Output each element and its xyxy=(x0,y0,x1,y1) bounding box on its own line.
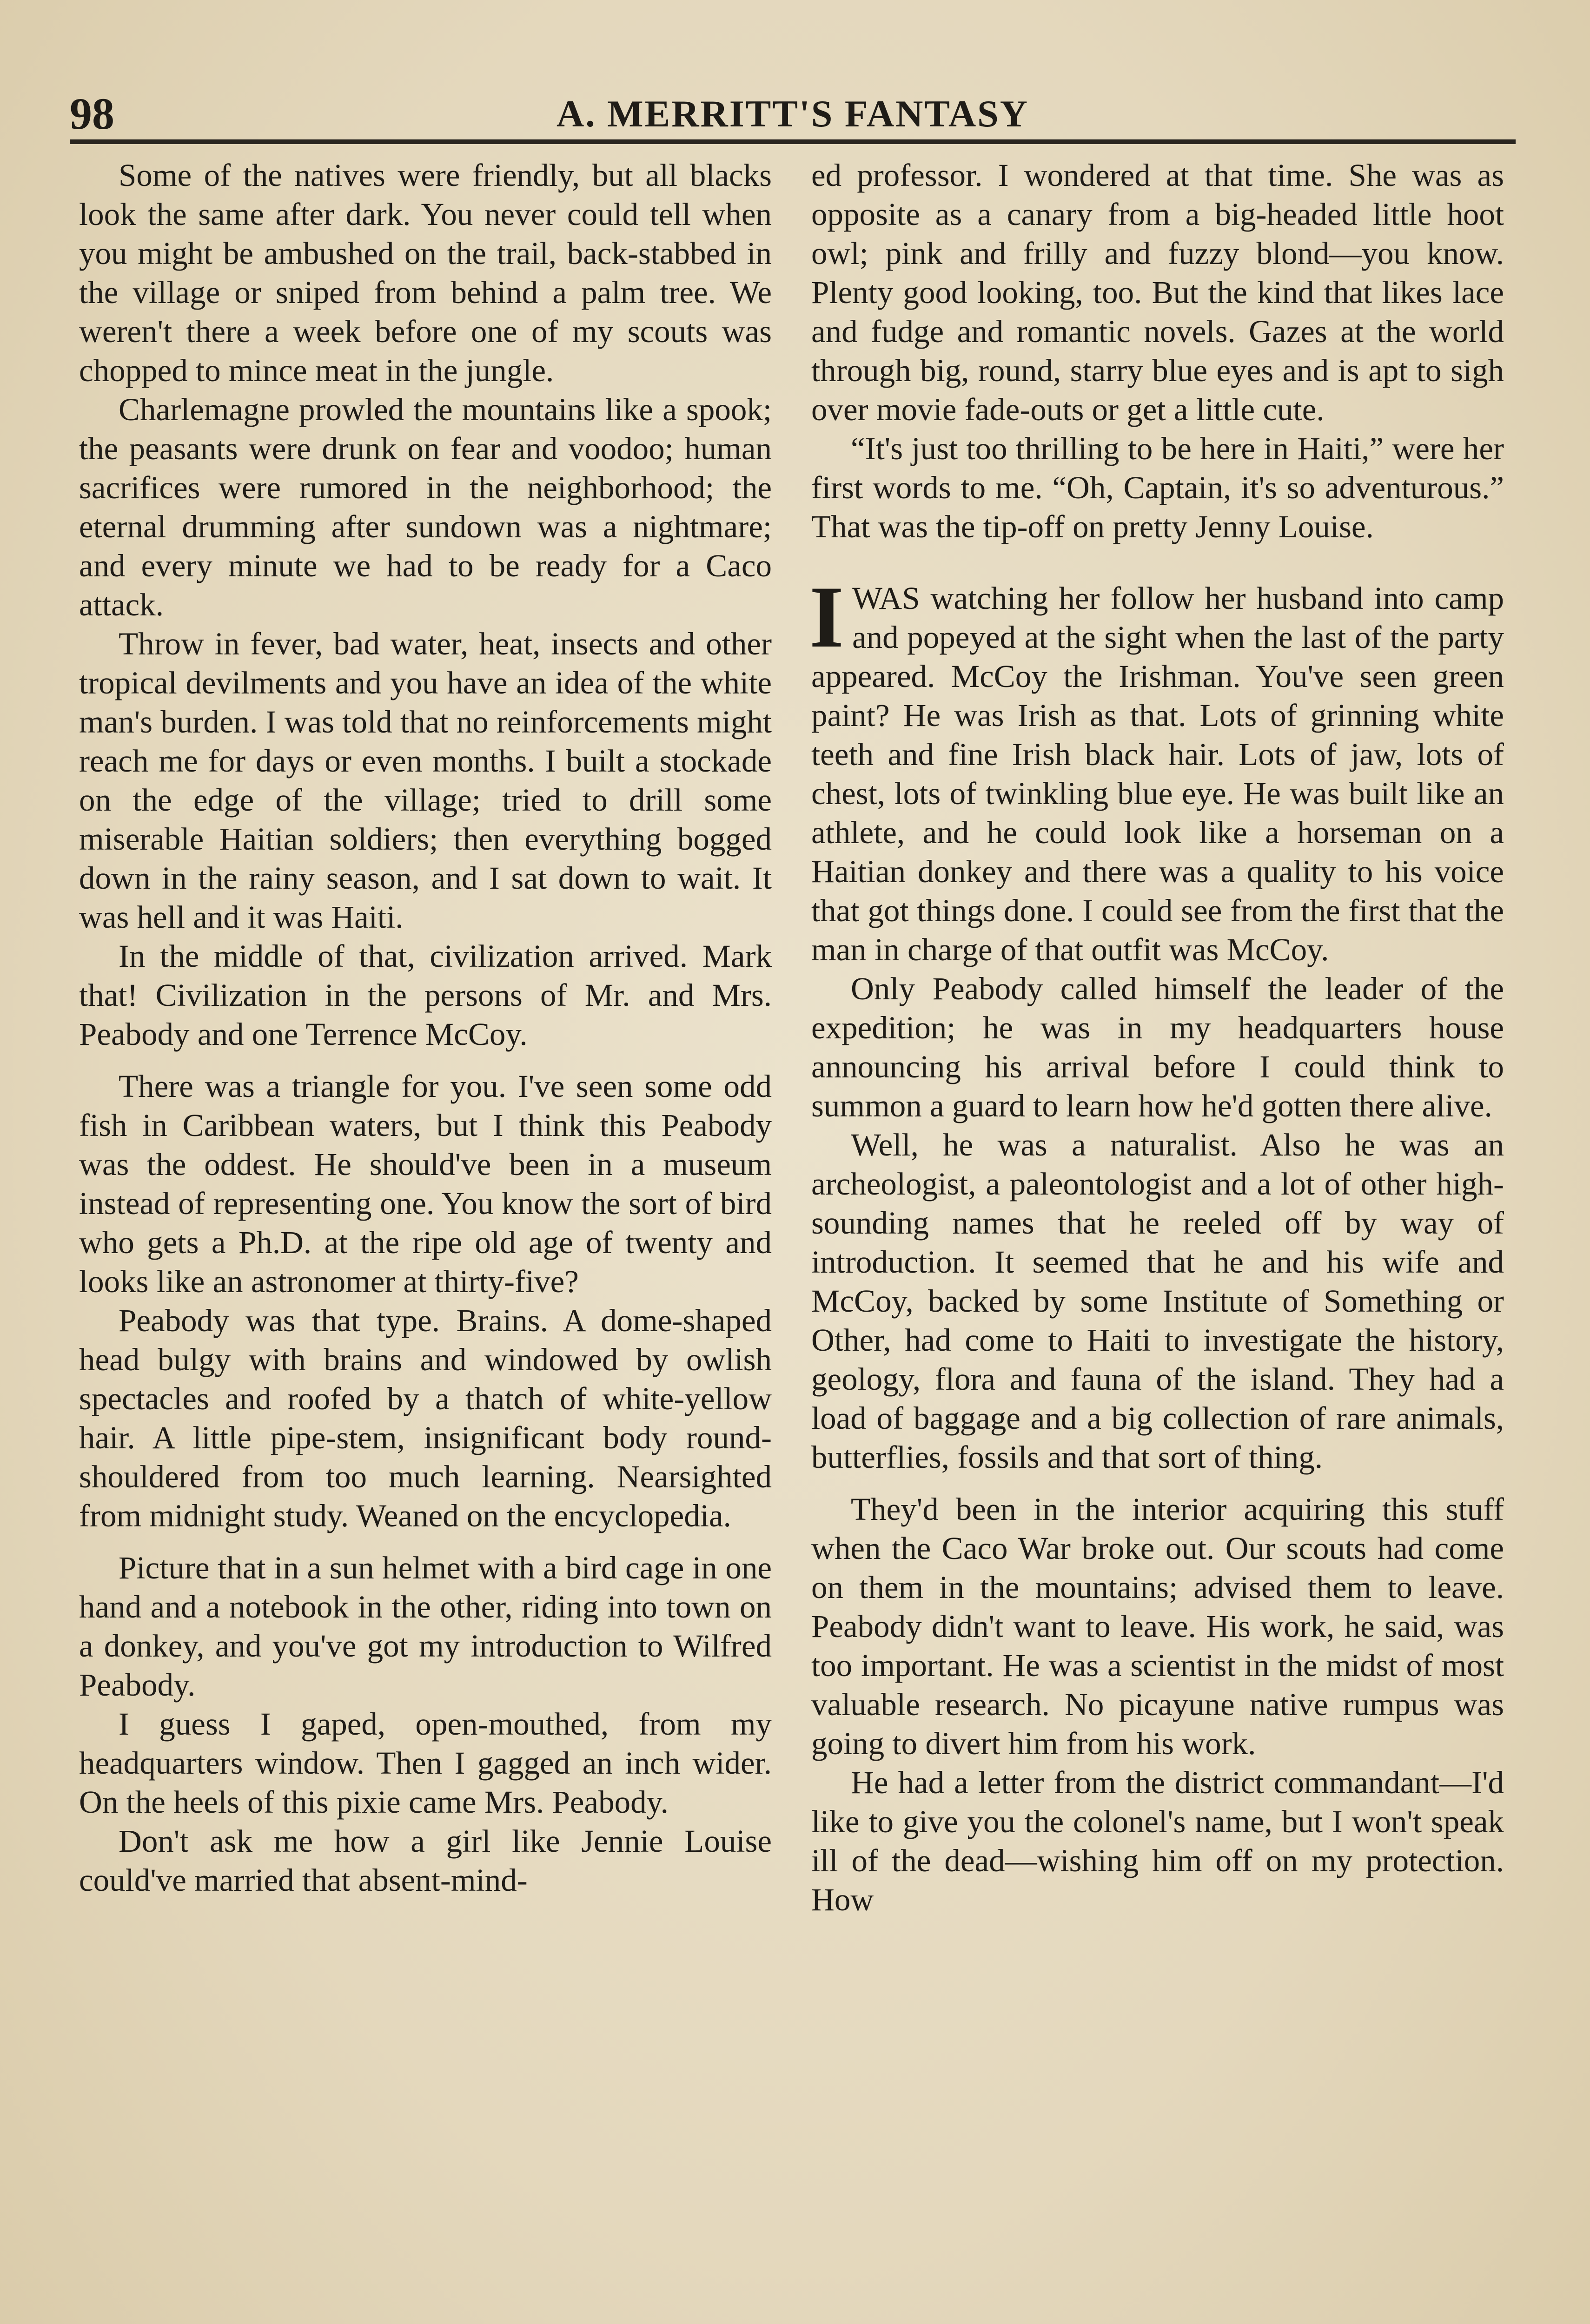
paragraph: Well, he was a naturalist. Also he was an archeologist, a paleontologist and a lot of other high-sounding names that he reeled off by way of introduction. It seemed that he and his wife and McCoy, backed by some Institute of Something or Other, had come to Haiti to investigate the history, geology, flora and fauna of the island. They had a load of baggage and a big collection of rare animals, butterflies, fossils and that sort of thing. xyxy=(811,1127,1504,1475)
running-head: A. MERRITT'S FANTASY xyxy=(556,92,1029,135)
paragraph: ed professor. I wondered at that time. She was as opposite as a canary from a big-headed little hoot owl; pink and frilly and fuzzy blond—you know. Plenty good looking, too. But the kind that likes lace and fudge and romantic novels. Gazes at the world through big, round, starry blue eyes and is apt to sigh over movie fade-outs or get a little cute. xyxy=(811,158,1504,427)
paragraph: Some of the natives were friendly, but all blacks look the same after dark. You never could tell when you might be ambushed on the trail, back-stabbed in the village or sniped from behind a palm tree. We weren't there a week before one of my scouts was chopped to mince meat in the jungle. xyxy=(79,158,772,388)
section-opening-paragraph xyxy=(809,568,1504,969)
paragraph: He had a letter from the district commandant—I'd like to give you the colonel's name, but I won't speak ill of the dead—wishing him off on my protection. How xyxy=(811,1765,1504,1917)
paragraph: In the middle of that, civilization arrived. Mark that! Civilization in the persons of Mr. and Mrs. Peabody and one Terrence McCoy. xyxy=(79,938,772,1052)
paragraph: I guess I gaped, open-mouthed, from my headquarters window. Then I gagged an inch wider. On the heels of this pixie came Mrs. Peabody. xyxy=(79,1706,772,1820)
paragraph: Throw in fever, bad water, heat, insects and other tropical devilments and you have an idea of the white man's burden. I was told that no reinforcements might reach me for days or even months. I built a stockade on the edge of the village; tried to drill some miserable Haitian soldiers; then everything bogged down in the rainy season, and I sat down to wait. It was hell and it was Haiti. xyxy=(79,626,772,935)
paragraph: Only Peabody called himself the leader of the expedition; he was in my headquarters house announcing his arrival before I could think to summon a guard to learn how he'd gotten there alive. xyxy=(811,971,1504,1123)
header-rule xyxy=(70,139,1516,144)
drop-cap: I xyxy=(809,568,844,666)
paragraph: Picture that in a sun helmet with a bird cage in one hand and a notebook in the other, riding into town on a donkey, and you've got my introduction to Wilfred Peabody. xyxy=(79,1550,772,1703)
paragraph: Don't ask me how a girl like Jennie Louise could've married that absent-mind- xyxy=(79,1823,772,1898)
paragraph: There was a triangle for you. I've seen some odd fish in Caribbean waters, but I think this Peabody was the oddest. He should've been in a museum instead of representing one. You know the sort of bird who gets a Ph.D. at the ripe old age of twenty and looks like an astronomer at thirty-five? xyxy=(79,1069,772,1299)
page-header xyxy=(70,84,1516,144)
paragraph: They'd been in the interior acquiring this stuff when the Caco War broke out. Our scouts had come on them in the mountains; advised them to leave. Peabody didn't want to leave. His work, he said, was too important. He was a scientist in the midst of most valuable research. No picayune native rumpus was going to divert him from his work. xyxy=(811,1492,1504,1761)
paragraph: Peabody was that type. Brains. A dome-shaped head bulgy with brains and windowed by owlish spectacles and roofed by a thatch of white-yellow hair. A little pipe-stem, insignificant body round-shouldered from too much learning. Nearsighted from midnight study. Weaned on the encyclopedia. xyxy=(79,1303,772,1533)
right-column xyxy=(811,156,1504,1919)
paragraph-text: WAS watching her follow her husband into camp and popeyed at the sight when the last of the party appeared. McCoy the Irishman. You've seen green paint? He was Irish as that. Lots of grinning white teeth and fine Irish black hair. Lots of jaw, lots of chest, lots of twinkling blue eye. He was built like an athlete, and he could look like a horseman on a Haitian donkey and there was a quality to his voice that got things done. I could see from the first that the man in charge of that outfit was McCoy. xyxy=(811,581,1504,967)
paragraph: “It's just too thrilling to be here in Haiti,” were her first words to me. “Oh, Captain, it's so adventurous.” That was the tip-off on pretty Jenny Louise. xyxy=(811,431,1504,544)
left-column xyxy=(79,156,772,1900)
page-number: 98 xyxy=(70,89,114,139)
paragraph: Charlemagne prowled the mountains like a spook; the peasants were drunk on fear and voodoo; human sacrifices were rumored in the neighborhood; the eternal drumming after sundown was a nightmare; and every minute we had to be ready for a Caco attack. xyxy=(79,392,772,622)
